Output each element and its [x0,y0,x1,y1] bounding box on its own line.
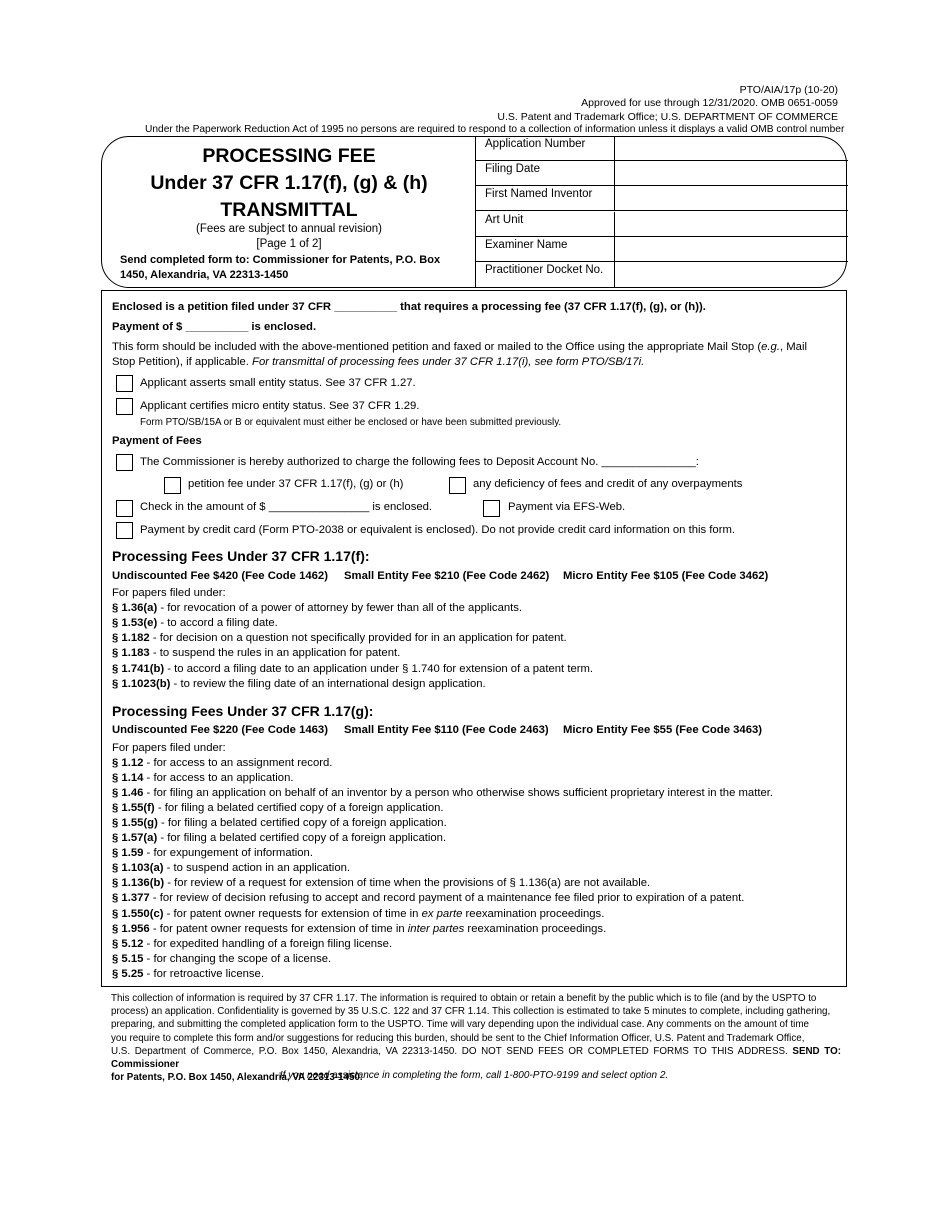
rule-code: § 5.12 [112,938,144,950]
approval-line: Approved for use through 12/31/2020. OMB 0651-0059 [581,97,838,109]
credit-card-label: Payment by credit card (Form PTO-2038 or equivalent is enclosed). Do not provide credit card information on this form. [140,524,736,536]
deposit-account-label: The Commissioner is hereby authorized to charge the following fees to Deposit Account No. _______________: [140,456,699,468]
agency-line: U.S. Patent and Trademark Office; U.S. DEPARTMENT OF COMMERCE [497,111,838,123]
filing-date-label: Filing Date [485,163,540,175]
rule-text: - for expungement of information. [143,847,313,859]
main-form-box [101,290,847,987]
rule-tail: reexamination proceedings. [464,923,607,935]
rule-text: - to review the filing date of an international design application. [170,678,486,690]
instructions-eg: e.g. [761,341,780,353]
rule-code: § 1.36(a) [112,602,158,614]
section-g-item [112,786,773,801]
burden-line2: process) an application. Confidentiality is governed by 35 U.S.C. 122 and 37 CFR 1.14. This collection is estimated to take 5 minutes to complete, including gathering, [111,1006,831,1018]
section-g-item [112,756,332,771]
form-id: PTO/AIA/17p (10-20) [739,84,838,96]
rule-text: - for access to an assignment record. [143,757,333,769]
form-title-line1: PROCESSING FEE [202,145,376,167]
petition-fee-label: petition fee under 37 CFR 1.17(f), (g) or (h) [188,478,404,490]
small-entity-checkbox[interactable] [116,375,133,392]
deposit-account-checkbox[interactable] [116,454,133,471]
instructions-text-b: , Mail [779,341,807,353]
rule-text: - for retroactive license. [143,968,264,980]
rule-text: - to accord a filing date to an application under § 1.740 for extension of a patent term. [164,663,594,675]
paperwork-notice: Under the Paperwork Reduction Act of 1995 no persons are required to respond to a collection of information unless it displays a valid OMB control number [145,124,845,135]
rule-text: - for changing the scope of a license. [143,953,332,965]
section-g-item [112,876,650,891]
section-g-item [112,891,744,906]
burden-send-to: SEND TO: Commissioner [111,1045,841,1071]
section-g-item [112,846,313,861]
section-f-small: Small Entity Fee $210 (Fee Code 2462) [344,570,550,582]
small-entity-label: Applicant asserts small entity status. See 37 CFR 1.27. [140,377,416,389]
section-g-intro: For papers filed under: [112,742,226,754]
rule-text: - for filing a belated certified copy of a foreign application. [157,817,447,829]
instructions-line2 [112,355,644,370]
instructions-line1 [112,340,807,355]
section-f-item [112,662,593,677]
section-g-micro: Micro Entity Fee $55 (Fee Code 3463) [563,724,763,736]
efs-web-checkbox[interactable] [483,500,500,517]
art-unit-field[interactable] [614,212,846,237]
micro-entity-label: Applicant certifies micro entity status. See 37 CFR 1.29. [140,400,420,412]
art-unit-row [476,212,848,237]
instructions-text-a: This form should be included with the above-mentioned petition and faxed or mailed to the Office using the appropriate Mail Stop ( [112,341,762,353]
rule-code: § 1.741(b) [112,663,165,675]
section-g-undiscounted: Undiscounted Fee $220 (Fee Code 1463) [112,724,328,736]
section-f-micro: Micro Entity Fee $105 (Fee Code 3462) [563,570,769,582]
section-f-item [112,601,522,616]
application-number-field[interactable] [614,136,846,161]
section-f-item [112,631,567,646]
section-g-item [112,952,331,967]
rule-tail: reexamination proceedings. [462,908,605,920]
rule-text: - for patent owner requests for extension of time in [149,923,408,935]
section-g-item [112,771,294,786]
burden-line4: you require to complete this form and/or suggestions for reducing this burden, should be sent to the Chief Information Officer, U.S. Patent and Trademark Office, [111,1032,805,1044]
rule-code: § 1.55(f) [112,802,155,814]
section-g-item [112,922,606,937]
rule-code: § 1.182 [112,632,150,644]
rule-code: § 1.59 [112,847,144,859]
section-f-item [112,646,400,661]
efs-web-label: Payment via EFS-Web. [508,501,626,513]
rule-code: § 1.550(c) [112,908,164,920]
docket-number-label: Practitioner Docket No. [485,264,604,276]
rule-text: - for review of a request for extension of time when the provisions of § 1.136(a) are not available. [164,877,651,889]
send-to-address: Send completed form to: Commissioner for Patents, P.O. Box 1450, Alexandria, VA 22313-1450 [120,254,441,281]
burden-line5 [111,1045,841,1071]
rule-text: - for expedited handling of a foreign filing license. [143,938,393,950]
examiner-name-row [476,237,848,262]
burden-line6: for Patents, P.O. Box 1450, Alexandria, VA 22313-1450. [111,1072,363,1084]
section-g-item [112,967,264,982]
enclosed-petition-line[interactable]: Enclosed is a petition filed under 37 CFR __________ that requires a processing fee (37 CFR 1.17(f), (g), or (h)). [112,301,706,313]
payment-enclosed-line[interactable]: Payment of $ __________ is enclosed. [112,321,317,333]
credit-card-checkbox[interactable] [116,522,133,539]
rule-code: § 1.12 [112,757,144,769]
title-box [101,136,847,288]
first-inventor-label: First Named Inventor [485,188,593,200]
art-unit-label: Art Unit [485,214,524,226]
rule-code: § 1.103(a) [112,862,164,874]
burden-line1: This collection of information is required by 37 CFR 1.17. The information is required to obtain or retain a benefit by the public which is to file (and by the USPTO to [111,993,817,1004]
examiner-name-field[interactable] [614,237,846,262]
section-g-item [112,861,350,876]
section-g-heading: Processing Fees Under 37 CFR 1.17(g): [112,703,374,719]
section-f-item [112,677,486,692]
deficiency-checkbox[interactable] [449,477,466,494]
rule-code: § 1.46 [112,787,144,799]
application-number-row [476,136,848,161]
rule-code: § 1.55(g) [112,817,158,829]
assistance-line: If you need assistance in completing the form, call 1-800-PTO-9199 and select option 2. [279,1070,669,1081]
application-info-table [475,136,847,288]
section-g-item [112,907,604,922]
application-number-label: Application Number [485,138,586,150]
rule-text: - for patent owner requests for extension of time in [163,908,422,920]
deficiency-label: any deficiency of fees and credit of any overpayments [473,478,743,490]
page-indicator: [Page 1 of 2] [256,238,322,250]
section-f-intro: For papers filed under: [112,587,226,599]
check-label: Check in the amount of $ ________________ is enclosed. [140,501,433,513]
rule-code: § 5.25 [112,968,144,980]
section-g-small: Small Entity Fee $110 (Fee Code 2463) [344,724,549,736]
rule-italic: ex parte [421,908,463,920]
burden-line5-text: U.S. Department of Commerce, P.O. Box 1450, Alexandria, VA 22313-1450. DO NOT SEND FEES OR COMPLETED FORMS TO THIS ADDRESS. [111,1045,793,1057]
rule-code: § 1.57(a) [112,832,158,844]
filing-date-field[interactable] [614,161,846,186]
form-title-line2: Under 37 CFR 1.17(f), (g) & (h) [150,172,428,194]
rule-text: - to suspend action in an application. [163,862,351,874]
rule-text: - to accord a filing date. [157,617,278,629]
burden-line3: preparing, and submitting the completed application form to the USPTO. Time will vary depending upon the individual case. Any comments on the amount of time [111,1019,809,1031]
section-g-item [112,816,447,831]
docket-number-row [476,262,848,287]
rule-code: § 1.1023(b) [112,678,171,690]
fees-note: (Fees are subject to annual revision) [195,223,382,235]
rule-code: § 1.377 [112,892,150,904]
section-g-item [112,801,444,816]
rule-text: - to suspend the rules in an application for patent. [149,647,401,659]
section-f-heading: Processing Fees Under 37 CFR 1.17(f): [112,548,370,564]
payment-heading: Payment of Fees [112,435,202,447]
rule-text: - for filing a belated certified copy of a foreign application. [157,832,447,844]
rule-text: - for filing a belated certified copy of a foreign application. [154,802,444,814]
micro-entity-note: Form PTO/SB/15A or B or equivalent must either be enclosed or have been submitted previously. [140,417,562,428]
rule-code: § 5.15 [112,953,144,965]
rule-code: § 1.53(e) [112,617,158,629]
rule-text: - for filing an application on behalf of an inventor by a person who otherwise shows sufficient proprietary interest in the matter. [143,787,774,799]
docket-number-field[interactable] [614,262,846,287]
rule-code: § 1.183 [112,647,150,659]
section-g-item [112,831,446,846]
micro-entity-checkbox[interactable] [116,398,133,415]
instructions-text-c: Stop Petition), if applicable. [112,356,253,368]
rule-code: § 1.14 [112,772,144,784]
instructions-italic-note: For transmittal of processing fees under 37 CFR 1.17(i), see form PTO/SB/17i. [252,356,645,368]
check-checkbox[interactable] [116,500,133,517]
rule-text: - for revocation of a power of attorney by fewer than all of the applicants. [157,602,523,614]
first-inventor-field[interactable] [614,186,846,211]
section-g-item [112,937,392,952]
section-f-undiscounted: Undiscounted Fee $420 (Fee Code 1462) [112,570,328,582]
rule-text: - for decision on a question not specifically provided for in an application for patent. [149,632,567,644]
petition-fee-checkbox[interactable] [164,477,181,494]
examiner-name-label: Examiner Name [485,239,568,251]
form-title-line3: TRANSMITTAL [220,199,358,221]
rule-italic: inter partes [407,923,465,935]
first-inventor-row [476,186,848,211]
title-area [102,137,476,287]
filing-date-row [476,161,848,186]
section-f-item [112,616,278,631]
rule-text: - for review of decision refusing to accept and record payment of a maintenance fee filed prior to expiration of a patent. [149,892,745,904]
rule-text: - for access to an application. [143,772,294,784]
rule-code: § 1.956 [112,923,150,935]
rule-code: § 1.136(b) [112,877,165,889]
